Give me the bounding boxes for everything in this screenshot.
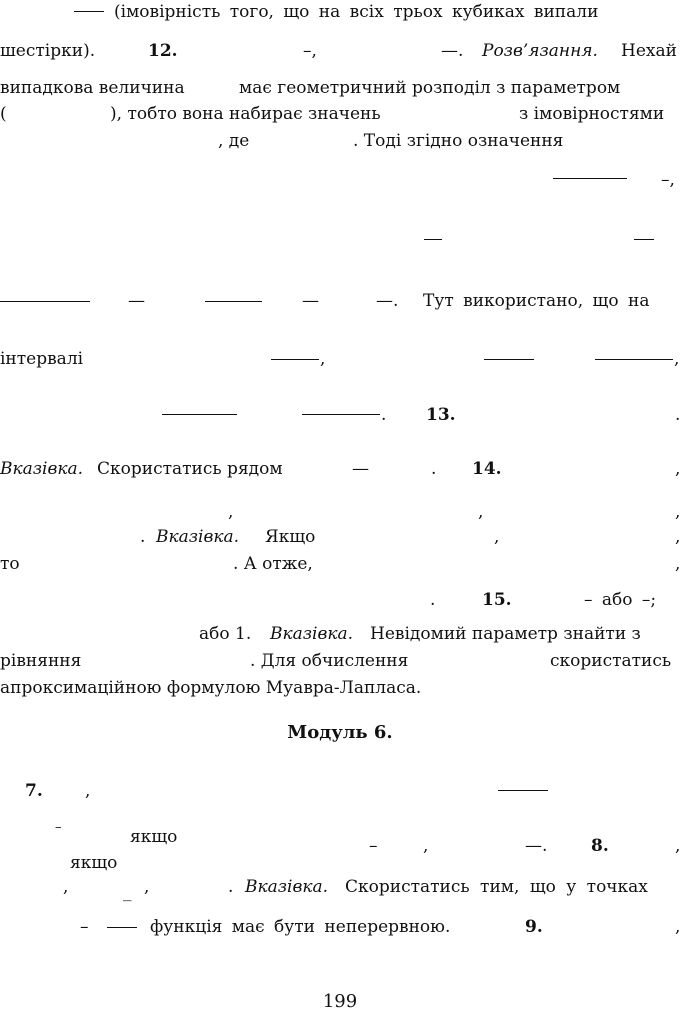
text-line-3-a: випадкова величина xyxy=(0,78,185,98)
text-line-10-end: . xyxy=(675,405,680,425)
text-line-9-comma-1: , xyxy=(320,349,326,369)
text-line-14-to: то xyxy=(0,554,20,574)
fraction-bar xyxy=(302,414,380,415)
text-line-20-comma: , xyxy=(423,836,429,856)
fraction-bar xyxy=(205,301,262,302)
text-line-11-dot: . xyxy=(431,459,437,479)
text-line-5-de: , де xyxy=(218,131,250,151)
text-line-14-text: . А отже, xyxy=(233,554,313,574)
text-line-11-dash: — xyxy=(352,459,369,479)
text-line-13-dot: . xyxy=(140,527,146,547)
text-line-21-text: Скористатись тим, що у точках xyxy=(345,877,648,897)
yakshcho-label: якщо xyxy=(130,827,178,847)
text-line-9-word: інтервалі xyxy=(0,349,84,369)
solution-label: Розв’язання. xyxy=(482,41,598,61)
comma: , xyxy=(675,527,680,547)
minus-sign: – xyxy=(369,836,378,856)
text-line-21 xyxy=(345,877,680,897)
text-line-11-text: Скористатись рядом xyxy=(97,459,283,479)
problem-14-number: 14. xyxy=(472,459,502,479)
text-line-8-dash-3: —. xyxy=(376,291,399,311)
comma: , xyxy=(675,836,680,856)
line1-text: (імовірність того, що на всіх трьох кубиках випали xyxy=(114,2,599,22)
fraction-bar xyxy=(271,359,319,360)
problem-7-comma: , xyxy=(85,781,91,801)
fraction-bar xyxy=(424,239,442,240)
problem-9-number: 9. xyxy=(525,917,543,937)
text-line-22-dash: – xyxy=(80,917,89,937)
problem-8-number: 8. xyxy=(591,836,609,856)
comma: , xyxy=(675,554,680,574)
text-line-4-b: ), тобто вона набирає значень xyxy=(110,104,381,124)
comma: , xyxy=(63,877,69,897)
text-line-13-text: Якщо xyxy=(265,527,316,547)
text-line-17-b: . Для обчислення xyxy=(250,651,409,671)
problem-12-number: 12. xyxy=(148,41,178,61)
problem-15-number: 15. xyxy=(482,590,512,610)
fraction-bar xyxy=(498,790,548,791)
comma: , xyxy=(228,502,234,522)
text-line-5-b: . Тоді згідно означення xyxy=(353,131,564,151)
text-line-8 xyxy=(423,291,680,311)
fraction-bar xyxy=(595,359,673,360)
problem-12-dash-1: –, xyxy=(303,41,317,61)
comma: , xyxy=(494,527,500,547)
text-line-4-c: з імовірностями xyxy=(519,104,665,124)
text-line-17-a: рівняння xyxy=(0,651,82,671)
comma: , xyxy=(144,877,150,897)
problem-12-nehai: Нехай xyxy=(621,41,677,61)
text-line-6-dash: –, xyxy=(661,170,675,190)
problem-7-number: 7. xyxy=(25,781,43,801)
open-paren: ( xyxy=(0,104,7,124)
hint-label: Вказівка. xyxy=(270,624,354,644)
text-line-20-dash-2: —. xyxy=(525,836,548,856)
underscore-mark: _ xyxy=(123,882,132,902)
yakshcho-label: якщо xyxy=(70,853,118,873)
text-line-2-start: шестірки). xyxy=(0,41,96,61)
text-line-22-text: функція має бути неперервною. xyxy=(150,917,451,937)
text-line-8-dash-2: — xyxy=(302,291,319,311)
fraction-bar xyxy=(74,11,104,12)
text-line-9-comma-2: , xyxy=(674,349,680,369)
text-line-15-dot: . xyxy=(430,590,436,610)
fraction-bar xyxy=(553,178,627,179)
fraction-bar xyxy=(634,239,654,240)
hint-label: Вказівка. xyxy=(156,527,240,547)
text-line-18: апроксимаційною формулою Муавра-Лапласа. xyxy=(0,678,422,698)
text-line-1 xyxy=(114,2,680,22)
text-line-16-text-2: Невідомий параметр знайти з xyxy=(370,624,641,644)
minus-sign: – xyxy=(55,820,62,835)
module-title: Модуль 6. xyxy=(287,722,393,743)
problem-12-dash-2: —. xyxy=(441,41,464,61)
text-line-8-dash-1: — xyxy=(128,291,145,311)
comma: , xyxy=(675,917,680,937)
text-line-17-c: скористатись xyxy=(550,651,672,671)
problem-13-number: 13. xyxy=(426,405,456,425)
text-line-10-dot: . xyxy=(381,405,387,425)
fraction-bar xyxy=(107,927,137,928)
text-line-8-text: Тут використано, що на xyxy=(423,291,650,311)
page-number: 199 xyxy=(322,991,358,1012)
comma: , xyxy=(478,502,484,522)
fraction-bar xyxy=(484,359,534,360)
hint-label: Вказівка. xyxy=(245,877,329,897)
text-line-15-text: – або –; xyxy=(584,590,657,610)
text-line-3-b: має геометричний розподіл з параметром xyxy=(239,78,621,98)
comma: , xyxy=(675,502,680,522)
hint-label: Вказівка. xyxy=(0,459,84,479)
fraction-bar xyxy=(162,414,237,415)
text-line-11-end: , xyxy=(675,459,680,479)
text-line-16-text-1: або 1. xyxy=(199,624,252,644)
comma: . xyxy=(228,877,234,897)
fraction-bar xyxy=(0,301,90,302)
